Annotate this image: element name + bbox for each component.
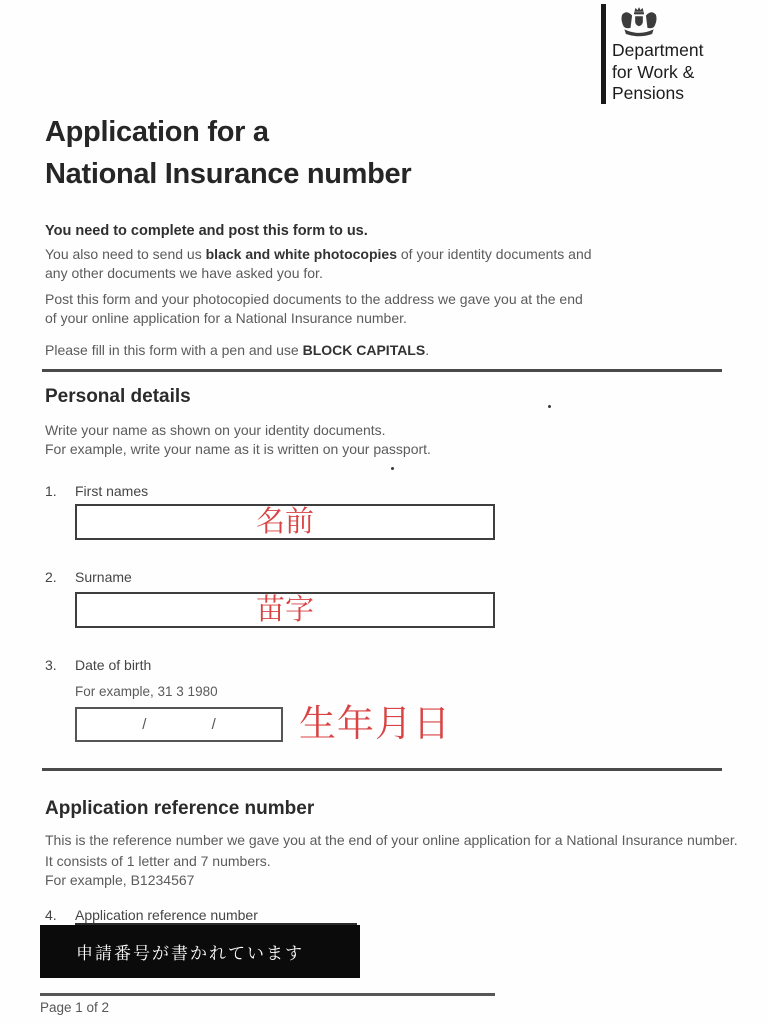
intro-paragraph-3 — [45, 341, 597, 360]
logo-text-line: Pensions — [612, 83, 684, 103]
dwp-logo — [601, 4, 766, 108]
date-of-birth-example: For example, 31 3 1980 — [75, 684, 218, 699]
form-title — [45, 111, 411, 195]
question-2-label: Surname — [75, 569, 132, 585]
question-3-label: Date of birth — [75, 657, 152, 673]
redaction-box — [40, 925, 360, 978]
personal-details-help-2: For example, write your name as it is written on your passport. — [45, 441, 431, 457]
reference-example: For example, B1234567 — [45, 872, 195, 888]
intro-paragraph-1 — [45, 245, 597, 283]
scan-speck — [391, 467, 394, 470]
reference-section-heading: Application reference number — [45, 798, 315, 819]
scan-speck — [548, 405, 551, 408]
dob-separator: / — [211, 716, 216, 733]
section-divider — [42, 768, 722, 771]
dob-separator: / — [142, 716, 147, 733]
intro-p1-bold: black and white photocopies — [205, 246, 397, 262]
intro-lead: You need to complete and post this form to us. — [45, 223, 368, 239]
intro-paragraph-2: Post this form and your photocopied documents to the address we gave you at the end of your online application for a National Insurance number. — [45, 291, 583, 326]
section-divider — [42, 369, 722, 372]
footer-divider — [40, 993, 495, 996]
question-4-number: 4. — [45, 907, 57, 923]
royal-crest-icon — [614, 4, 664, 44]
question-1-label: First names — [75, 483, 149, 499]
intro-p3-pre: Please fill in this form with a pen and use — [45, 342, 303, 358]
intro-p1-post: of your identity documents and any other documents we have asked you for. — [45, 246, 592, 281]
date-of-birth-field — [75, 707, 283, 742]
personal-details-help-1: Write your name as shown on your identity documents. — [45, 422, 386, 438]
redaction-annotation: 申請番号が書かれています — [76, 944, 304, 963]
surname-annotation: 苗字 — [255, 593, 314, 626]
date-of-birth-annotation: 生年月日 — [299, 703, 451, 744]
first-names-annotation: 名前 — [255, 505, 314, 538]
logo-text-line: for Work & — [612, 61, 695, 82]
first-names-field — [75, 504, 495, 540]
personal-details-heading: Personal details — [45, 386, 191, 407]
logo-text — [612, 40, 703, 105]
question-2-number: 2. — [45, 569, 57, 585]
page-number-label: Page 1 of 2 — [40, 1000, 110, 1015]
reference-description: This is the reference number we gave you at the end of your online application for a National Insurance number. It consists of 1 letter and 7 numbers. — [45, 832, 738, 869]
logo-text-line: Department — [612, 40, 704, 60]
intro-p3-post: . — [425, 342, 430, 358]
question-4-label: Application reference number — [75, 907, 258, 923]
intro-p1-pre: You also need to send us — [45, 246, 206, 262]
question-3-number: 3. — [45, 657, 57, 673]
intro-p3-bold: BLOCK CAPITALS — [302, 342, 426, 358]
question-1-number: 1. — [45, 483, 57, 499]
surname-field — [75, 592, 495, 628]
form-title-line1: Application for a — [45, 116, 269, 148]
logo-vertical-bar — [601, 4, 606, 104]
form-title-line2: National Insurance number — [45, 158, 412, 190]
